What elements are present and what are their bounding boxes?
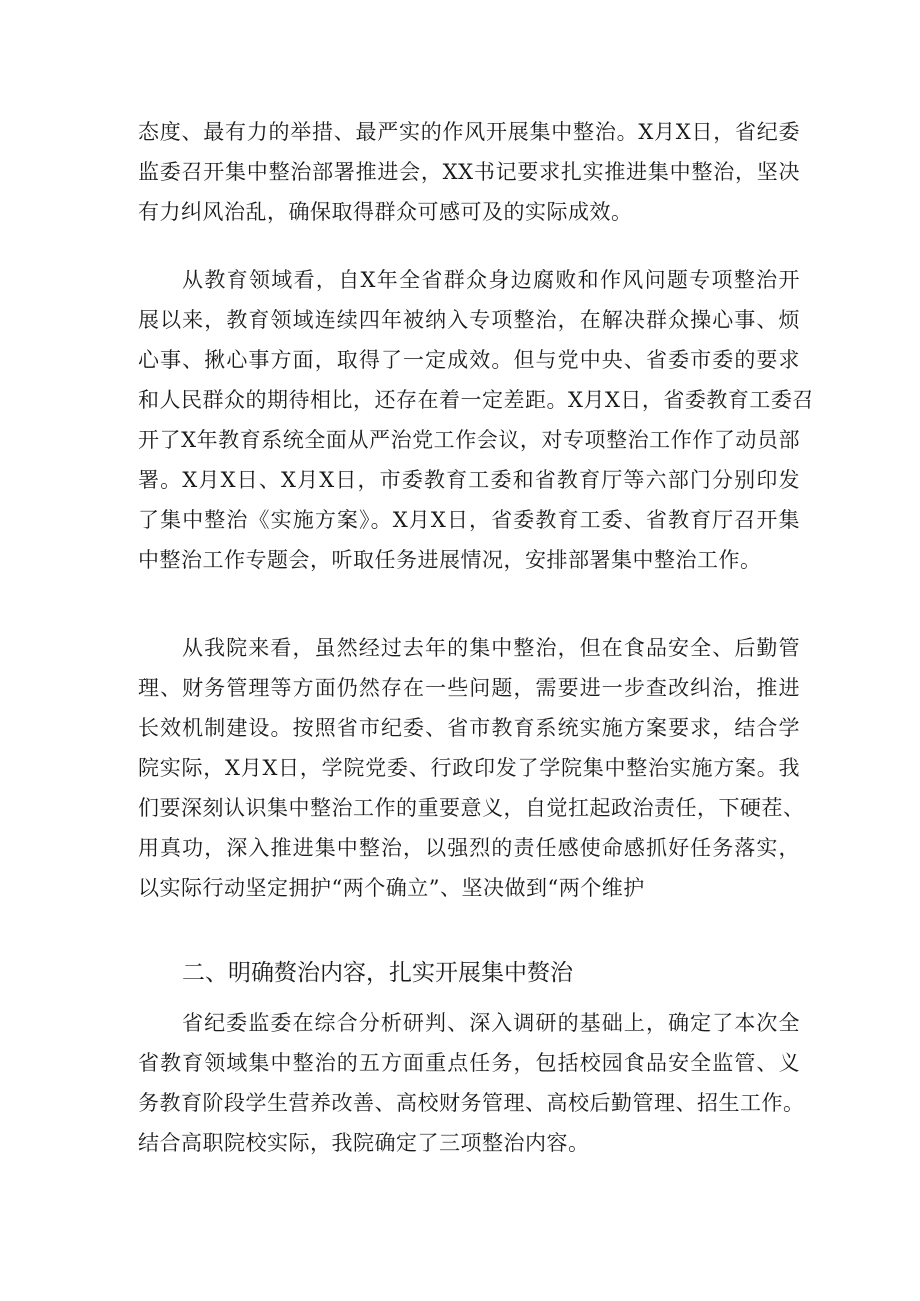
text-line: 署。X月X日、X月X日，市委教育工委和省教育厅等六部门分别印发 — [138, 468, 800, 492]
text-line: 中整治工作专题会，听取任务进展情况，安排部署集中整治工作。 — [138, 548, 762, 572]
section-heading: 二、明确赘治内容，扎实开展集中赘治 — [182, 960, 573, 986]
text-line: 从教育领域看，自X年全省群众身边腐败和作风问题专项整治开 — [182, 268, 800, 292]
text-line: 展以来，教育领域连续四年被纳入专项整治，在解决群众操心事、烦 — [138, 308, 800, 332]
text-line: 省纪委监委在综合分析研判、深入调研的基础上，确定了本次全 — [182, 1011, 800, 1035]
text-line: 院实际，X月X日，学院党委、行政印发了学院集中整治实施方案。我 — [138, 756, 800, 780]
text-line: 们要深刻认识集中整治工作的重要意义，自觉扛起政治责任，下硬茬、 — [138, 796, 805, 820]
paragraph-2 — [138, 260, 814, 580]
text-line: 理、财务管理等方面仍然存在一些问题，需要进一步查改纠治，推进 — [138, 676, 800, 700]
text-line: 结合高职院校实际，我院确定了三项整治内容。 — [138, 1131, 590, 1155]
text-line: 心事、揪心事方面，取得了一定成效。但与党中央、省委市委的要求 — [138, 348, 800, 372]
paragraph-5 — [138, 1003, 805, 1163]
text-line: 开了X年教育系统全面从严治党工作会议，对专项整治工作作了动员部 — [138, 428, 800, 452]
text-line: 监委召开集中整治部署推进会，XX书记要求扎实推进集中整治，坚决 — [138, 160, 800, 184]
text-line: 从我院来看，虽然经过去年的集中整治，但在食品安全、后勤管 — [182, 636, 800, 660]
text-line: 长效机制建设。按照省市纪委、省市教育系统实施方案要求，结合学 — [138, 716, 800, 740]
text-line: 以实际行动坚定拥护“两个确立”、坚决做到“两个维护 — [138, 876, 645, 900]
paragraph-1 — [138, 112, 800, 232]
paragraph-3 — [138, 628, 805, 908]
text-line: 有力纠风治乱，确保取得群众可感可及的实际成效。 — [138, 200, 633, 224]
text-line: 态度、最有力的举措、最严实的作风开展集中整治。X月X日，省纪委 — [138, 120, 800, 144]
text-line: 和人民群众的期待相比，还存在着一定差距。X月X日，省委教育工委召 — [138, 388, 814, 412]
text-line: 了集中整治《实施方案》。X月X日，省委教育工委、省教育厅召开集 — [138, 508, 800, 532]
text-line: 用真功，深入推进集中整治，以强烈的责任感使命感抓好任务落实， — [138, 836, 800, 860]
text-line: 省教育领域集中整治的五方面重点任务，包括校园食品安全监管、义 — [138, 1051, 800, 1075]
text-line: 务教育阶段学生营养改善、高校财务管理、高校后勤管理、招生工作。 — [138, 1091, 805, 1115]
